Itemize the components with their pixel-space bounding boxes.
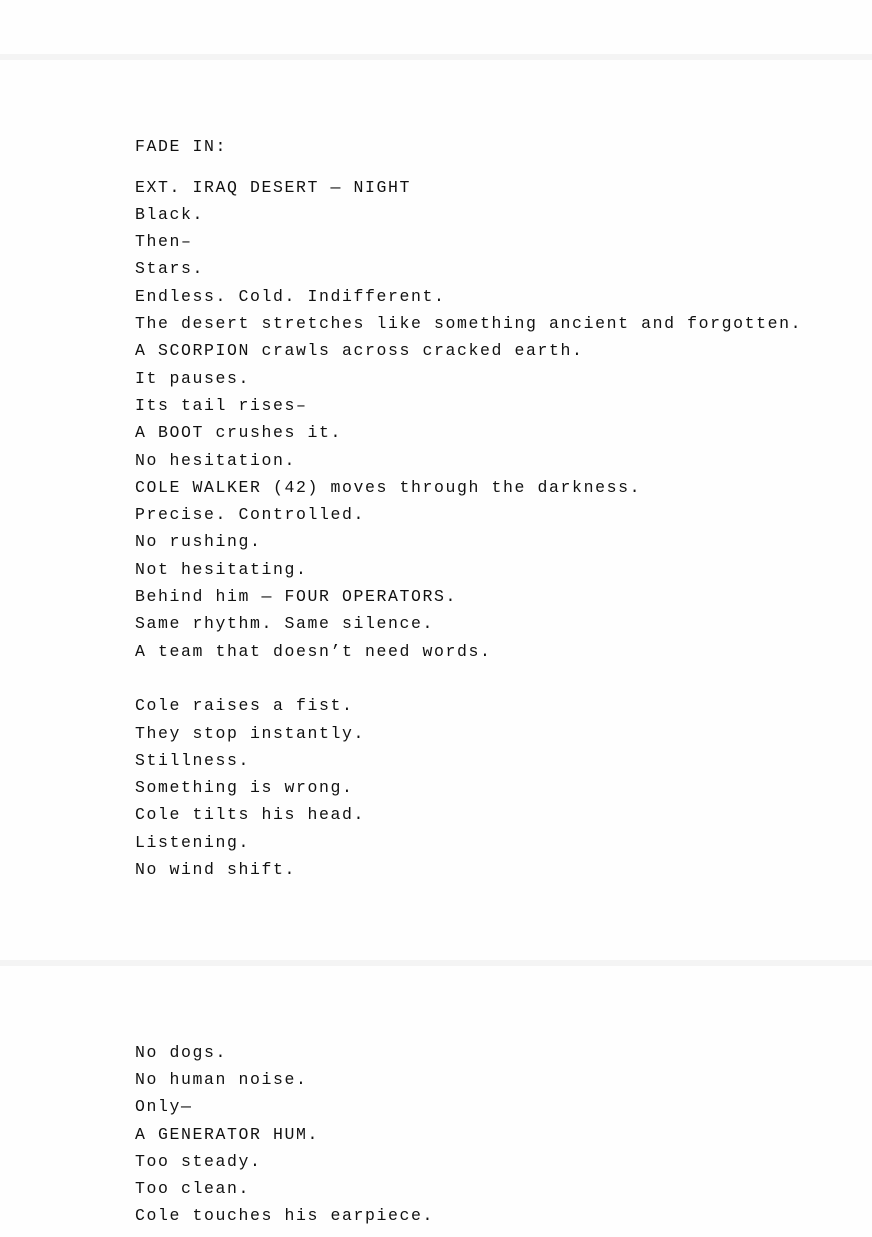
script-page-1 [0,60,872,960]
action-line: It pauses. [135,369,251,388]
action-line: Behind him — FOUR OPERATORS. [135,587,458,606]
action-line: Too clean. [135,1179,251,1198]
action-line: A team that doesn’t need words. [135,642,492,661]
scene-heading: EXT. IRAQ DESERT — NIGHT [135,178,412,197]
action-line: Cole tilts his head. [135,805,366,824]
action-line: They stop instantly. [135,724,366,743]
page-0-top-fragment [0,0,872,54]
action-line: Something is wrong. [135,778,354,797]
action-line: No human noise. [135,1070,308,1089]
action-line: Cole raises a fist. [135,696,354,715]
action-line: No wind shift. [135,860,297,879]
action-line: Same rhythm. Same silence. [135,614,435,633]
script-page-2 [0,966,872,1237]
action-line: No rushing. [135,532,262,551]
action-line: Not hesitating. [135,560,308,579]
action-line: No hesitation. [135,451,297,470]
action-line: A GENERATOR HUM. [135,1125,320,1144]
action-line: Precise. Controlled. [135,505,366,524]
action-line: A SCORPION crawls across cracked earth. [135,341,584,360]
action-line: COLE WALKER (42) moves through the darkness. [135,478,642,497]
action-line: No dogs. [135,1043,228,1062]
action-line: Black. [135,205,205,224]
action-line: Endless. Cold. Indifferent. [135,287,446,306]
action-line: Listening. [135,833,251,852]
action-line: Cole touches his earpiece. [135,1206,435,1225]
action-line: Only— [135,1097,193,1116]
action-line: Stillness. [135,751,251,770]
action-line: Its tail rises– [135,396,308,415]
action-line: A BOOT crushes it. [135,423,343,442]
action-line: Stars. [135,259,205,278]
action-line: Then– [135,232,193,251]
action-line: Too steady. [135,1152,262,1171]
transition-line: FADE IN: [135,137,228,156]
action-line: The desert stretches like something ancient and forgotten. [135,314,803,333]
